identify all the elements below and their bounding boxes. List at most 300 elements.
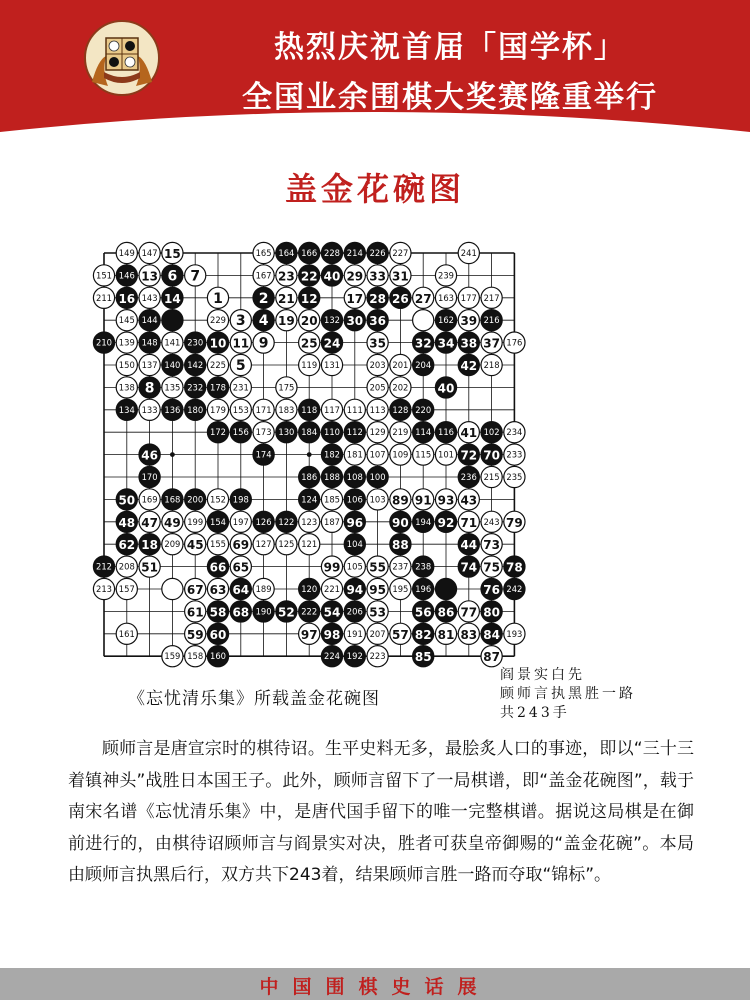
move-number: 26 <box>392 291 409 306</box>
move-number: 237 <box>392 561 409 572</box>
game-note-line: 顾师言执黑胜一路 <box>500 686 636 702</box>
black-stone <box>139 310 160 331</box>
move-number: 130 <box>278 427 295 438</box>
black-stone <box>458 466 479 487</box>
move-number: 173 <box>255 427 272 438</box>
move-number: 217 <box>483 292 500 303</box>
black-stone <box>458 332 479 353</box>
black-stone <box>413 601 434 622</box>
move-number: 239 <box>438 270 454 281</box>
move-number: 132 <box>324 315 340 326</box>
move-number: 114 <box>415 427 432 438</box>
white-stone <box>276 310 297 331</box>
move-number: 151 <box>96 270 112 281</box>
white-stone <box>230 354 251 375</box>
move-number: 111 <box>346 404 363 415</box>
move-number: 7 <box>190 268 201 285</box>
move-number: 48 <box>118 515 136 530</box>
move-number: 42 <box>460 359 478 373</box>
move-number: 63 <box>209 583 227 597</box>
footer-bar <box>0 968 750 1000</box>
move-number: 100 <box>369 472 386 482</box>
white-stone <box>162 332 183 353</box>
black-stone <box>276 601 297 622</box>
black-stone <box>458 354 479 375</box>
move-number: 191 <box>346 628 363 639</box>
move-number: 25 <box>300 336 318 351</box>
move-number: 222 <box>301 606 318 617</box>
move-number: 125 <box>278 539 295 550</box>
white-stone <box>367 399 388 420</box>
move-number: 159 <box>164 651 181 662</box>
white-stone <box>390 422 411 443</box>
white-stone <box>435 287 456 308</box>
move-number: 172 <box>210 427 226 438</box>
move-number: 129 <box>369 427 386 438</box>
white-stone <box>458 489 479 510</box>
white-stone <box>504 444 525 465</box>
black-stone <box>413 646 434 667</box>
move-number: 231 <box>232 382 249 393</box>
move-number: 214 <box>346 248 363 258</box>
white-stone <box>162 646 183 667</box>
black-stone <box>162 399 183 420</box>
white-stone <box>116 332 137 353</box>
move-number: 98 <box>323 627 341 642</box>
move-number: 36 <box>369 314 386 329</box>
white-stone <box>299 511 320 532</box>
black-stone <box>207 601 228 622</box>
move-number: 137 <box>141 360 158 370</box>
move-number: 212 <box>96 561 112 572</box>
white-stone <box>299 534 320 555</box>
black-stone <box>116 399 137 420</box>
black-stone <box>321 601 342 622</box>
move-number: 120 <box>301 584 318 594</box>
white-stone <box>276 287 297 308</box>
black-stone <box>116 534 137 555</box>
white-stone <box>344 556 365 577</box>
black-stone <box>481 578 502 599</box>
black-stone <box>139 466 160 487</box>
move-number: 45 <box>186 538 204 553</box>
move-number: 183 <box>278 404 295 415</box>
move-number: 71 <box>460 515 478 530</box>
diagram-caption: 《忘忧清乐集》所载盖金花碗图 <box>128 689 380 709</box>
move-number: 196 <box>415 584 432 594</box>
white-stone <box>207 534 228 555</box>
black-stone <box>139 534 160 555</box>
move-number: 190 <box>255 606 272 617</box>
move-number: 56 <box>414 605 432 620</box>
move-number: 46 <box>141 448 158 463</box>
move-number: 127 <box>255 539 272 550</box>
move-number: 43 <box>460 493 478 508</box>
move-number: 207 <box>369 628 386 639</box>
move-number: 106 <box>346 494 363 505</box>
white-stone <box>139 242 160 263</box>
move-number: 30 <box>346 314 364 329</box>
black-stone <box>458 534 479 555</box>
move-number: 221 <box>324 584 340 594</box>
move-number: 62 <box>118 538 136 553</box>
white-stone <box>139 489 160 510</box>
move-number: 101 <box>438 449 454 460</box>
black-stone <box>344 511 365 532</box>
white-stone <box>458 242 479 263</box>
game-note-line: 阎景实白先 <box>500 667 585 683</box>
move-number: 15 <box>164 247 181 261</box>
move-number: 108 <box>346 472 363 482</box>
white-stone <box>116 377 137 398</box>
white-stone <box>230 556 251 577</box>
move-number: 117 <box>324 404 340 415</box>
black-stone <box>185 354 206 375</box>
white-stone <box>504 332 525 353</box>
move-number: 241 <box>460 248 477 258</box>
move-number: 156 <box>232 427 249 438</box>
white-stone <box>116 578 137 599</box>
move-number: 133 <box>141 404 158 415</box>
move-number: 168 <box>164 494 181 505</box>
black-stone <box>435 511 456 532</box>
move-number: 147 <box>141 248 158 258</box>
move-number: 72 <box>460 448 478 463</box>
white-stone <box>367 444 388 465</box>
move-number: 57 <box>392 627 409 642</box>
white-stone <box>390 444 411 465</box>
move-number: 185 <box>324 494 340 505</box>
black-stone <box>413 422 434 443</box>
black-stone <box>435 422 456 443</box>
black-stone <box>413 332 434 353</box>
move-number: 155 <box>210 539 226 550</box>
white-stone <box>367 646 388 667</box>
move-number: 184 <box>301 427 318 438</box>
move-number: 93 <box>437 493 455 508</box>
white-stone <box>207 310 228 331</box>
move-number: 194 <box>415 516 432 527</box>
black-stone <box>299 601 320 622</box>
white-stone <box>253 399 274 420</box>
star-point <box>307 452 312 457</box>
move-number: 80 <box>483 605 500 620</box>
move-number: 171 <box>255 404 272 415</box>
move-number: 142 <box>187 360 204 370</box>
white-stone <box>185 623 206 644</box>
move-number: 32 <box>414 336 432 351</box>
black-stone <box>344 242 365 263</box>
white-stone <box>299 354 320 375</box>
white-stone <box>458 287 479 308</box>
move-number: 33 <box>369 269 386 284</box>
white-stone <box>253 422 274 443</box>
move-number: 192 <box>346 651 363 662</box>
move-number: 144 <box>141 315 158 326</box>
move-number: 234 <box>506 427 523 438</box>
move-number: 28 <box>369 291 386 306</box>
move-number: 17 <box>346 291 364 306</box>
black-stone <box>321 466 342 487</box>
white-stone <box>390 556 411 577</box>
move-number: 70 <box>483 448 500 463</box>
black-stone <box>344 466 365 487</box>
black-stone <box>344 422 365 443</box>
move-number: 12 <box>300 291 318 306</box>
white-stone <box>207 489 228 510</box>
black-stone <box>321 646 342 667</box>
move-number: 177 <box>460 292 477 303</box>
white-stone <box>458 310 479 331</box>
black-stone <box>230 601 251 622</box>
white-stone <box>276 377 297 398</box>
move-number: 104 <box>346 539 363 550</box>
move-number: 94 <box>346 583 364 597</box>
black-stone <box>413 556 434 577</box>
black-stone <box>276 511 297 532</box>
move-number: 163 <box>438 292 454 303</box>
black-stone <box>230 578 251 599</box>
black-stone <box>162 489 183 510</box>
move-number: 4 <box>258 313 269 330</box>
black-stone <box>139 444 160 465</box>
move-number: 84 <box>483 627 500 642</box>
move-number: 5 <box>235 358 246 374</box>
move-number: 211 <box>96 292 112 303</box>
black-stone <box>230 489 251 510</box>
white-stone <box>162 511 183 532</box>
move-number: 206 <box>346 606 363 617</box>
move-number: 9 <box>258 335 269 352</box>
move-number: 109 <box>392 449 409 460</box>
move-number: 113 <box>369 404 386 415</box>
white-stone <box>390 578 411 599</box>
black-stone <box>253 601 274 622</box>
move-number: 167 <box>255 270 272 281</box>
black-stone <box>299 578 320 599</box>
move-number: 232 <box>187 382 204 393</box>
move-number: 53 <box>369 605 386 620</box>
move-number: 198 <box>232 494 249 505</box>
white-stone <box>162 578 183 599</box>
white-stone <box>435 623 456 644</box>
white-stone <box>185 601 206 622</box>
move-number: 204 <box>415 360 432 370</box>
black-stone <box>207 646 228 667</box>
move-number: 68 <box>232 605 250 620</box>
move-number: 40 <box>323 269 341 284</box>
move-number: 152 <box>210 494 226 505</box>
move-number: 141 <box>164 337 181 348</box>
black-stone <box>413 511 434 532</box>
move-number: 24 <box>323 336 341 351</box>
move-number: 23 <box>278 269 295 284</box>
white-stone <box>230 399 251 420</box>
move-number: 37 <box>483 336 500 351</box>
move-number: 218 <box>483 360 500 370</box>
move-number: 13 <box>141 269 158 284</box>
white-stone <box>253 242 274 263</box>
black-stone <box>185 332 206 353</box>
white-stone <box>458 623 479 644</box>
black-stone <box>481 601 502 622</box>
black-stone <box>207 623 228 644</box>
move-number: 225 <box>210 360 226 370</box>
white-stone <box>458 601 479 622</box>
white-stone <box>321 556 342 577</box>
black-stone <box>253 287 274 308</box>
move-number: 174 <box>255 449 272 460</box>
black-stone <box>321 332 342 353</box>
black-stone <box>207 556 228 577</box>
black-stone <box>344 489 365 510</box>
white-stone <box>230 534 251 555</box>
move-number: 38 <box>460 336 478 351</box>
move-number: 175 <box>278 382 295 393</box>
move-number: 110 <box>324 427 340 438</box>
move-number: 189 <box>255 584 272 594</box>
white-stone <box>276 399 297 420</box>
white-stone <box>207 354 228 375</box>
black-stone <box>207 377 228 398</box>
black-stone <box>390 511 411 532</box>
move-number: 31 <box>392 269 409 284</box>
black-stone <box>344 601 365 622</box>
move-number: 208 <box>118 561 135 572</box>
move-number: 41 <box>460 426 478 441</box>
move-number: 146 <box>118 270 135 281</box>
black-stone <box>504 578 525 599</box>
black-stone <box>321 623 342 644</box>
move-number: 82 <box>414 627 432 642</box>
black-stone <box>207 332 228 353</box>
move-number: 180 <box>187 404 204 415</box>
white-stone <box>390 242 411 263</box>
white-stone <box>253 265 274 286</box>
move-number: 164 <box>278 248 295 258</box>
white-stone <box>321 578 342 599</box>
black-stone <box>390 399 411 420</box>
white-stone <box>367 578 388 599</box>
move-number: 235 <box>506 472 523 482</box>
black-stone <box>481 422 502 443</box>
move-number: 51 <box>141 560 158 575</box>
move-number: 176 <box>506 337 523 348</box>
move-number: 219 <box>392 427 409 438</box>
black-stone <box>162 265 183 286</box>
move-number: 230 <box>187 337 204 348</box>
move-number: 131 <box>324 360 340 370</box>
black-stone <box>481 444 502 465</box>
move-number: 188 <box>324 472 340 482</box>
white-stone <box>504 511 525 532</box>
white-stone <box>321 511 342 532</box>
move-number: 95 <box>369 583 386 597</box>
move-number: 128 <box>392 404 409 415</box>
black-stone <box>413 399 434 420</box>
move-number: 54 <box>323 605 341 620</box>
move-number: 27 <box>414 291 432 306</box>
move-number: 233 <box>506 449 523 460</box>
black-stone <box>367 287 388 308</box>
move-number: 243 <box>483 516 500 527</box>
move-number: 158 <box>187 651 204 662</box>
black-stone <box>344 578 365 599</box>
move-number: 224 <box>324 651 340 662</box>
move-number: 186 <box>301 472 318 482</box>
move-number: 16 <box>118 291 136 306</box>
white-stone <box>230 511 251 532</box>
move-number: 55 <box>369 560 386 575</box>
move-number: 22 <box>300 269 318 284</box>
black-stone <box>230 422 251 443</box>
go-board-logo-icon <box>84 20 160 96</box>
white-stone <box>344 623 365 644</box>
move-number: 73 <box>483 538 500 553</box>
black-stone <box>276 242 297 263</box>
move-number: 8 <box>144 380 155 397</box>
black-stone <box>162 310 183 331</box>
black-stone <box>458 556 479 577</box>
white-stone <box>458 422 479 443</box>
white-stone <box>185 265 206 286</box>
move-number: 2 <box>258 290 269 307</box>
white-stone <box>185 534 206 555</box>
move-number: 121 <box>301 539 318 550</box>
white-stone <box>504 623 525 644</box>
move-number: 87 <box>483 650 500 665</box>
black-stone <box>93 332 114 353</box>
white-stone <box>185 578 206 599</box>
move-number: 238 <box>415 561 432 572</box>
move-number: 49 <box>164 515 181 530</box>
move-number: 20 <box>300 314 318 329</box>
white-stone <box>139 265 160 286</box>
white-stone <box>504 422 525 443</box>
move-number: 157 <box>118 584 135 594</box>
black-stone <box>321 422 342 443</box>
move-number: 65 <box>232 560 250 575</box>
star-point <box>170 452 175 457</box>
move-number: 195 <box>392 584 409 594</box>
white-stone <box>207 578 228 599</box>
white-stone <box>435 265 456 286</box>
black-stone <box>162 287 183 308</box>
move-number: 215 <box>483 472 500 482</box>
white-stone <box>367 601 388 622</box>
move-number: 118 <box>301 404 318 415</box>
white-stone <box>253 578 274 599</box>
move-number: 135 <box>164 382 181 393</box>
move-number: 97 <box>300 627 318 642</box>
move-number: 187 <box>324 516 340 527</box>
move-number: 149 <box>118 248 135 258</box>
black-stone <box>299 466 320 487</box>
white-stone <box>481 332 502 353</box>
white-stone <box>481 354 502 375</box>
white-stone <box>321 354 342 375</box>
move-number: 193 <box>506 628 523 639</box>
white-stone <box>139 287 160 308</box>
move-number: 75 <box>483 560 500 575</box>
black-stone <box>93 556 114 577</box>
move-number: 21 <box>278 291 295 306</box>
black-stone <box>139 377 160 398</box>
move-number: 103 <box>369 494 386 505</box>
move-number: 78 <box>506 560 523 575</box>
move-number: 112 <box>346 427 363 438</box>
move-number: 10 <box>209 336 227 351</box>
